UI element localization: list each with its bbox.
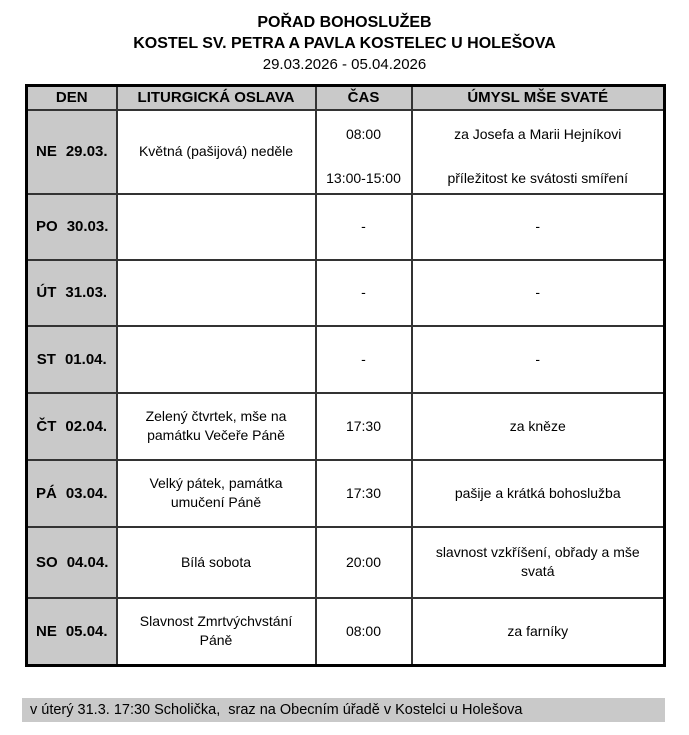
- celebration-cell: Bílá sobota: [117, 527, 316, 598]
- intention-stack: [421, 115, 656, 188]
- celebration-cell: Velký pátek, památka umučení Páně: [117, 460, 316, 527]
- date-range: 29.03.2026 - 05.04.2026: [262, 56, 427, 73]
- celebration-cell: Slavnost Zmrtvýchvstání Páně: [117, 598, 316, 666]
- time-cell: -: [316, 260, 412, 326]
- day-cell: [27, 393, 117, 460]
- day-cell: [27, 194, 117, 260]
- day-date: 03.04.: [65, 484, 108, 502]
- table-row: [27, 326, 665, 393]
- time-cell: 20:00: [316, 527, 412, 598]
- footer-note: v úterý 31.3. 17:30 Scholička, sraz na Obecním úřadě v Kostelci u Holešova: [22, 698, 665, 722]
- day-date: 02.04.: [65, 417, 108, 435]
- day-cell: [27, 460, 117, 527]
- page-subtitle: KOSTEL SV. PETRA A PAVLA KOSTELEC U HOLEŠOVA: [133, 35, 556, 52]
- intention-cell: -: [412, 194, 665, 260]
- time-cell: -: [316, 326, 412, 393]
- day-cell: [27, 527, 117, 598]
- column-header-den: DEN: [27, 86, 117, 110]
- celebration-cell: Zelený čtvrtek, mše na památku Večeře Páně: [117, 393, 316, 460]
- schedule-table: [25, 84, 666, 667]
- time-cell: 08:00: [316, 598, 412, 666]
- day-cell: [27, 326, 117, 393]
- title-block: [0, 0, 689, 75]
- day-abbr: NE: [36, 622, 57, 640]
- intention-entry: za Josefa a Marii Hejníkovi: [454, 126, 622, 142]
- day-cell: [27, 110, 117, 194]
- header-row: [27, 86, 665, 110]
- time-cell: [316, 110, 412, 194]
- table-row: [27, 194, 665, 260]
- day-cell: [27, 598, 117, 666]
- day-date: 31.03.: [65, 284, 108, 301]
- time-entry: 13:00-15:00: [326, 170, 401, 186]
- column-header-cas: ČAS: [316, 86, 412, 110]
- time-cell: -: [316, 194, 412, 260]
- intention-cell: -: [412, 260, 665, 326]
- time-stack: [325, 115, 403, 188]
- celebration-cell: [117, 260, 316, 326]
- intention-cell: za farníky: [412, 598, 665, 666]
- day-date: 04.04.: [66, 553, 109, 571]
- day-date: 01.04.: [64, 350, 107, 368]
- day-abbr: SO: [36, 553, 58, 571]
- day-cell: [27, 260, 117, 326]
- day-abbr: PO: [36, 218, 58, 235]
- table-row: [27, 460, 665, 527]
- table-row: [27, 598, 665, 666]
- intention-entry: příležitost ke svátosti smíření: [447, 170, 628, 186]
- time-cell: 17:30: [316, 460, 412, 527]
- intention-cell: pašije a krátká bohoslužba: [412, 460, 665, 527]
- table-row: [27, 260, 665, 326]
- table-row: [27, 393, 665, 460]
- time-cell: 17:30: [316, 393, 412, 460]
- celebration-cell: Květná (pašijová) neděle: [117, 110, 316, 194]
- day-date: 05.04.: [65, 622, 108, 640]
- column-header-oslava: LITURGICKÁ OSLAVA: [117, 86, 316, 110]
- intention-cell: [412, 110, 665, 194]
- column-header-umysl: ÚMYSL MŠE SVATÉ: [412, 86, 665, 110]
- intention-cell: za kněze: [412, 393, 665, 460]
- page-title: POŘAD BOHOSLUŽEB: [257, 14, 432, 31]
- day-abbr: NE: [36, 143, 57, 160]
- day-abbr: ÚT: [36, 284, 57, 301]
- table-row: [27, 527, 665, 598]
- intention-cell: -: [412, 326, 665, 393]
- day-abbr: ČT: [36, 417, 57, 435]
- day-abbr: PÁ: [36, 484, 57, 502]
- time-entry: 08:00: [345, 126, 382, 142]
- table-row: [27, 110, 665, 194]
- celebration-cell: [117, 326, 316, 393]
- celebration-cell: [117, 194, 316, 260]
- day-abbr: ST: [36, 350, 56, 368]
- day-date: 30.03.: [66, 218, 109, 235]
- intention-cell: slavnost vzkříšení, obřady a mše svatá: [412, 527, 665, 598]
- day-date: 29.03.: [65, 143, 108, 160]
